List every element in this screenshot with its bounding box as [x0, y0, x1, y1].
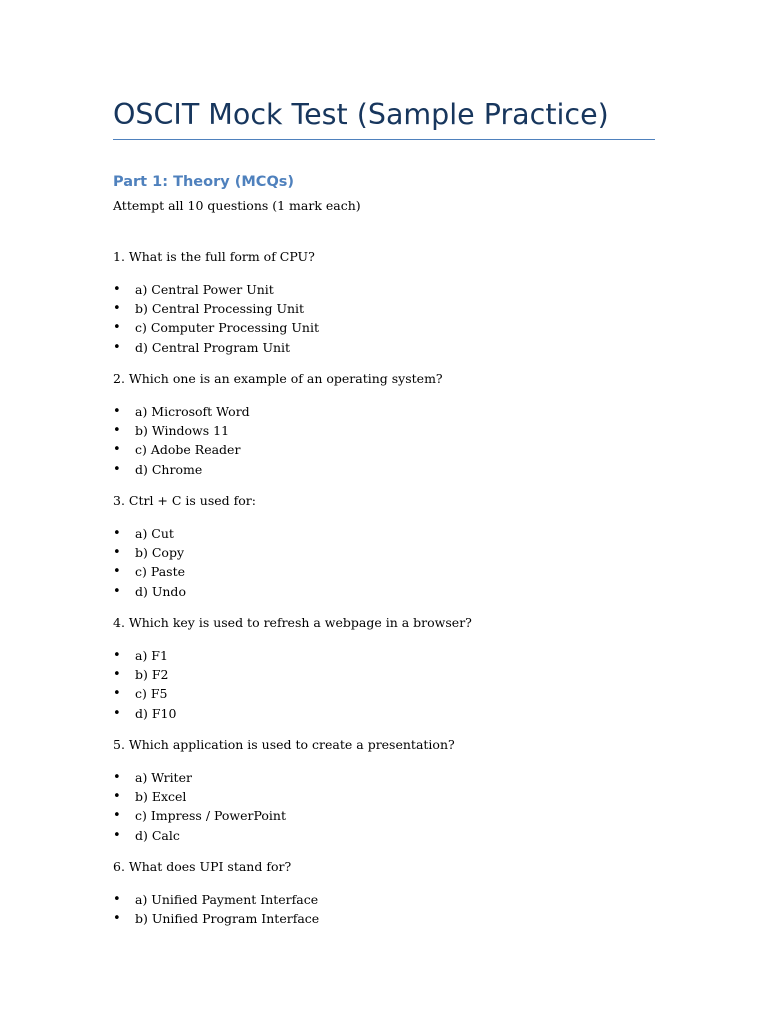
option-label: d) Undo [135, 583, 186, 599]
section-heading: Part 1: Theory (MCQs) [113, 174, 295, 190]
question-block [113, 858, 655, 980]
option-label: c) F5 [135, 686, 168, 702]
option-list [113, 402, 655, 479]
option-label: c) Computer Processing Unit [135, 320, 319, 336]
question-text: 1. What is the full form of CPU? [113, 249, 315, 264]
option-item [113, 768, 655, 787]
question-block [113, 492, 655, 614]
option-item [113, 280, 655, 299]
bullet-icon: • [113, 526, 121, 541]
option-label: c) Adobe Reader [135, 442, 241, 458]
option-item [113, 524, 655, 543]
option-list [113, 890, 655, 928]
question-list [113, 248, 655, 980]
option-label: b) Unified Program Interface [135, 911, 320, 927]
question-block [113, 736, 655, 858]
bullet-icon: • [113, 301, 121, 317]
bullet-icon: • [113, 808, 121, 824]
option-item [113, 826, 655, 845]
bullet-icon: • [113, 892, 121, 907]
bullet-icon: • [113, 911, 121, 927]
option-label: d) Chrome [135, 461, 203, 477]
bullet-icon: • [113, 423, 121, 439]
question-block [113, 614, 655, 736]
question-text: 5. Which application is used to create a presentation? [113, 737, 455, 752]
bullet-icon: • [113, 282, 121, 297]
bullet-icon: • [113, 827, 121, 843]
option-list [113, 524, 655, 601]
bullet-icon: • [113, 320, 121, 336]
option-item [113, 543, 655, 562]
option-item [113, 704, 655, 723]
option-list [113, 768, 655, 845]
question-text: 3. Ctrl + C is used for: [113, 493, 256, 508]
option-list [113, 280, 655, 357]
option-label: d) Calc [135, 827, 180, 843]
bullet-icon: • [113, 667, 121, 683]
instructions-text: Attempt all 10 questions (1 mark each) [113, 198, 361, 213]
question-block [113, 248, 655, 370]
option-item [113, 440, 655, 459]
option-label: b) Windows 11 [135, 423, 230, 439]
question-text: 6. What does UPI stand for? [113, 859, 292, 874]
option-item [113, 402, 655, 421]
option-label: d) F10 [135, 705, 177, 721]
option-list [113, 646, 655, 723]
bullet-icon: • [113, 545, 121, 561]
option-label: c) Impress / PowerPoint [135, 808, 287, 824]
option-item [113, 562, 655, 581]
option-label: c) Paste [135, 564, 185, 580]
bullet-icon: • [113, 339, 121, 355]
bullet-icon: • [113, 404, 121, 419]
option-label: b) Copy [135, 545, 185, 561]
option-item [113, 338, 655, 357]
option-label: a) Central Power Unit [135, 282, 274, 297]
option-label: b) Central Processing Unit [135, 301, 305, 317]
question-block [113, 370, 655, 492]
option-label: b) F2 [135, 667, 169, 683]
document-title: OSCIT Mock Test (Sample Practice) [113, 98, 609, 131]
bullet-icon: • [113, 564, 121, 580]
option-item [113, 421, 655, 440]
option-label: a) Writer [135, 770, 192, 785]
option-label: a) F1 [135, 648, 168, 663]
option-item [113, 890, 655, 909]
bullet-icon: • [113, 583, 121, 599]
option-label: b) Excel [135, 789, 187, 805]
bullet-icon: • [113, 442, 121, 458]
option-label: d) Central Program Unit [135, 339, 291, 355]
bullet-icon: • [113, 461, 121, 477]
question-text: 4. Which key is used to refresh a webpage in a browser? [113, 615, 472, 630]
option-item [113, 318, 655, 337]
option-label: a) Microsoft Word [135, 404, 250, 419]
option-item [113, 787, 655, 806]
bullet-icon: • [113, 789, 121, 805]
option-item [113, 665, 655, 684]
option-item [113, 460, 655, 479]
option-label: a) Unified Payment Interface [135, 892, 319, 907]
option-item [113, 299, 655, 318]
bullet-icon: • [113, 705, 121, 721]
option-item [113, 684, 655, 703]
bullet-icon: • [113, 686, 121, 702]
option-item [113, 646, 655, 665]
title-underline [113, 139, 655, 140]
option-item [113, 582, 655, 601]
option-item [113, 909, 655, 928]
question-text: 2. Which one is an example of an operating system? [113, 371, 443, 386]
option-item [113, 806, 655, 825]
option-label: a) Cut [135, 526, 174, 541]
bullet-icon: • [113, 648, 121, 663]
bullet-icon: • [113, 770, 121, 785]
